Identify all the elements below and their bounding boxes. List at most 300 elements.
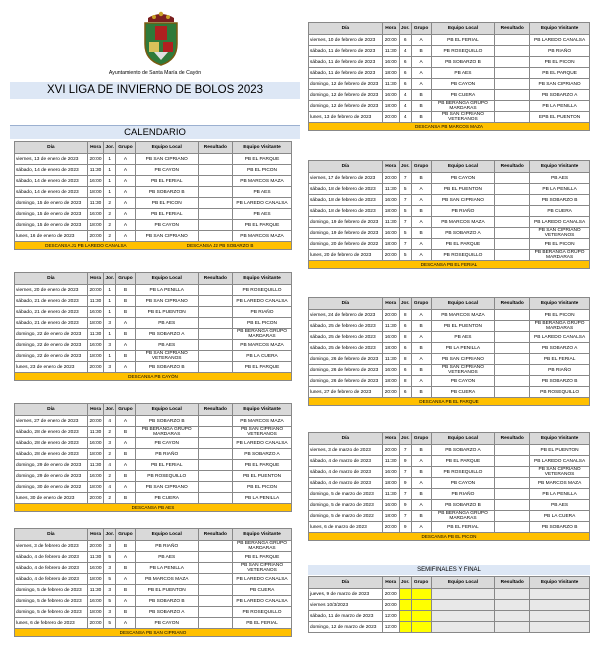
home-team-cell: PB EL PARQUE: [431, 456, 495, 467]
away-team-cell: PB LAREDO CANALSA: [233, 198, 292, 209]
round-cell: [399, 600, 411, 611]
result-cell: [198, 607, 232, 618]
time-cell: 20:00: [87, 362, 104, 373]
away-team-cell: PB ROSEQUILLO: [530, 387, 590, 398]
day-cell: domingo, 26 de febrero de 2023: [309, 376, 383, 387]
group-cell: A: [116, 165, 136, 176]
away-team-cell: PB LA PENILLA: [530, 489, 590, 500]
match-row: [15, 416, 292, 427]
rest-row: [309, 533, 590, 541]
day-cell: domingo, 22 de enero de 2023: [15, 351, 88, 362]
match-row: [15, 541, 292, 552]
away-team-cell: PB EL PARQUE: [233, 220, 292, 231]
home-team-cell: [431, 622, 495, 633]
time-cell: 11:30: [87, 329, 104, 340]
semis-block: [308, 576, 590, 633]
match-row: [15, 596, 292, 607]
day-cell: domingo, 15 de enero de 2023: [15, 220, 88, 231]
result-cell: [495, 456, 530, 467]
jornada-block: [14, 403, 292, 512]
rest-label: DESCANSA PB MARCOS MAZA: [415, 124, 483, 129]
round-cell: 1: [104, 296, 116, 307]
round-cell: 4: [399, 101, 411, 112]
day-cell: sábado, 21 de enero de 2023: [15, 307, 88, 318]
match-row: [15, 438, 292, 449]
time-cell: 16:00: [382, 365, 399, 376]
rest-label: DESCANSA PB EL PICON: [421, 534, 477, 539]
away-team-cell: PB EL PARQUE: [233, 154, 292, 165]
header-row: [309, 23, 590, 35]
result-cell: [198, 416, 232, 427]
away-team-cell: PB BERANGA GRUPO MARDARAS: [530, 250, 590, 261]
day-cell: lunes, 16 de enero de 2023: [15, 231, 88, 242]
away-team-cell: PB SOBARZO B: [530, 522, 590, 533]
column-header: Día: [15, 404, 88, 416]
away-team-cell: PB EL PARQUE: [233, 460, 292, 471]
home-team-cell: PB SOBARZO B: [135, 362, 198, 373]
away-team-cell: PB LAREDO CANALSA: [233, 596, 292, 607]
home-team-cell: PB SOBARZO B: [431, 500, 495, 511]
round-cell: 6: [399, 343, 411, 354]
match-row: [15, 427, 292, 438]
header-row: [309, 433, 590, 445]
group-cell: A: [411, 79, 431, 90]
day-cell: domingo, 5 de marzo de 2023: [309, 500, 383, 511]
home-team-cell: PB LA PENILLA: [135, 563, 198, 574]
away-team-cell: PB MARCOS MAZA: [233, 340, 292, 351]
home-team-cell: PB SAN CIPRIANO VETERANOS: [431, 112, 495, 123]
day-cell: sábado, 28 de enero de 2023: [15, 449, 88, 460]
time-cell: 16:00: [87, 438, 104, 449]
column-header: Grupo: [411, 23, 431, 35]
home-team-cell: PB EL FERIAL: [135, 460, 198, 471]
result-cell: [198, 318, 232, 329]
column-header: Hora: [382, 433, 399, 445]
day-cell: domingo, 22 de enero de 2023: [15, 340, 88, 351]
time-cell: 16:00: [87, 563, 104, 574]
result-cell: [495, 511, 530, 522]
away-team-cell: PB LAREDO CANALSA: [233, 574, 292, 585]
match-row: [15, 340, 292, 351]
time-cell: 11:30: [87, 165, 104, 176]
round-cell: 1: [104, 154, 116, 165]
result-cell: [198, 552, 232, 563]
day-cell: jueves, 9 de marzo de 2023: [309, 589, 383, 600]
home-team-cell: PB RIAÑO: [431, 206, 495, 217]
match-row: [15, 563, 292, 574]
day-cell: sábado, 4 de marzo de 2023: [309, 478, 383, 489]
result-cell: [495, 310, 530, 321]
day-cell: sábado, 25 de febrero de 2023: [309, 343, 383, 354]
home-team-cell: PB SOBARZO B: [135, 596, 198, 607]
group-cell: A: [411, 57, 431, 68]
away-team-cell: PB SOBARZO B: [530, 195, 590, 206]
match-row: [309, 589, 590, 600]
result-cell: [198, 563, 232, 574]
match-row: [15, 154, 292, 165]
column-header: Resultado: [198, 273, 232, 285]
day-cell: sábado, 18 de febrero de 2023: [309, 195, 383, 206]
column-header: Hora: [87, 273, 104, 285]
day-cell: domingo, 5 de marzo de 2022: [309, 511, 383, 522]
time-cell: 11:30: [382, 217, 399, 228]
group-cell: B: [411, 46, 431, 57]
home-team-cell: PB CUERA: [431, 90, 495, 101]
result-cell: [495, 376, 530, 387]
column-header: Equipo Local: [135, 404, 198, 416]
away-team-cell: PB SAN CIPRIANO VETERANOS: [233, 563, 292, 574]
column-header: Día: [309, 161, 383, 173]
match-row: [309, 46, 590, 57]
home-team-cell: PB AES: [431, 332, 495, 343]
result-cell: [198, 493, 232, 504]
round-cell: 2: [104, 209, 116, 220]
round-cell: 8: [399, 332, 411, 343]
time-cell: 11:30: [382, 79, 399, 90]
column-header: Equipo Visitante: [233, 529, 292, 541]
column-header: Hora: [382, 161, 399, 173]
round-cell: 6: [399, 35, 411, 46]
match-row: [15, 574, 292, 585]
rest-label: DESCANSA PB EL PARQUE: [419, 399, 479, 404]
result-cell: [198, 471, 232, 482]
match-row: [309, 611, 590, 622]
away-team-cell: PB SAN CIPRIANO VETERANOS: [233, 427, 292, 438]
rest-cell: [309, 123, 590, 131]
column-header: Equipo Local: [431, 577, 495, 589]
match-row: [15, 209, 292, 220]
group-cell: [411, 589, 431, 600]
day-cell: domingo, 15 de enero de 2023: [15, 209, 88, 220]
day-cell: domingo, 5 de febrero de 2023: [15, 607, 88, 618]
rest-cell: [309, 261, 590, 269]
day-cell: sábado, 21 de enero de 2023: [15, 318, 88, 329]
away-team-cell: PB EL PICON: [530, 57, 590, 68]
group-cell: A: [411, 195, 431, 206]
group-cell: A: [411, 68, 431, 79]
day-cell: viernes 10/3/2023: [309, 600, 383, 611]
column-header: Jor.: [104, 404, 116, 416]
header-row: [15, 273, 292, 285]
round-cell: 1: [104, 165, 116, 176]
home-team-cell: PB SOBARZO A: [431, 445, 495, 456]
away-team-cell: PB LA PENILLA: [233, 493, 292, 504]
result-cell: [495, 228, 530, 239]
group-cell: B: [411, 101, 431, 112]
round-cell: 6: [399, 79, 411, 90]
time-cell: 16:00: [87, 209, 104, 220]
round-cell: 1: [104, 176, 116, 187]
column-header: Grupo: [116, 529, 136, 541]
group-cell: A: [116, 318, 136, 329]
result-cell: [198, 362, 232, 373]
result-cell: [495, 68, 530, 79]
away-team-cell: PB AES: [233, 209, 292, 220]
result-cell: [198, 187, 232, 198]
match-row: [309, 195, 590, 206]
group-cell: A: [116, 362, 136, 373]
round-cell: 4: [399, 46, 411, 57]
away-team-cell: PB EL PICON: [233, 165, 292, 176]
group-cell: A: [411, 310, 431, 321]
result-cell: [495, 79, 530, 90]
away-team-cell: [530, 589, 590, 600]
match-row: [15, 482, 292, 493]
group-cell: B: [411, 206, 431, 217]
time-cell: 16:00: [87, 307, 104, 318]
away-team-cell: PB EL PARQUE: [233, 552, 292, 563]
group-cell: B: [411, 112, 431, 123]
column-header: Equipo Visitante: [530, 23, 590, 35]
group-cell: B: [116, 351, 136, 362]
group-cell: B: [411, 467, 431, 478]
round-cell: 2: [104, 449, 116, 460]
home-team-cell: [431, 611, 495, 622]
away-team-cell: PB BERANGA GRUPO MARDARAS: [530, 321, 590, 332]
day-cell: domingo, 12 de febrero de 2023: [309, 101, 383, 112]
time-cell: 18:00: [87, 351, 104, 362]
away-team-cell: PB EL PICON: [233, 318, 292, 329]
home-team-cell: PB SAN CIPRIANO: [431, 354, 495, 365]
result-cell: [198, 340, 232, 351]
home-team-cell: PB BERANGA GRUPO MARDARAS: [431, 511, 495, 522]
match-row: [309, 184, 590, 195]
time-cell: 16:00: [382, 195, 399, 206]
result-cell: [198, 296, 232, 307]
round-cell: 7: [399, 445, 411, 456]
away-team-cell: PB LAREDO CANALSA: [530, 332, 590, 343]
home-team-cell: PB LA PENILLA: [431, 343, 495, 354]
result-cell: [198, 596, 232, 607]
round-cell: 7: [399, 239, 411, 250]
away-team-cell: PB SOBARZO B: [530, 376, 590, 387]
away-team-cell: PB SOBARZO A: [233, 449, 292, 460]
away-team-cell: PB CUERA: [233, 585, 292, 596]
home-team-cell: PB EL PICON: [135, 198, 198, 209]
day-cell: viernes, 27 de enero de 2023: [15, 416, 88, 427]
column-header: Equipo Visitante: [530, 298, 590, 310]
home-team-cell: PB MARCOS MAZA: [431, 217, 495, 228]
round-cell: 6: [399, 365, 411, 376]
match-row: [15, 449, 292, 460]
match-row: [309, 522, 590, 533]
result-cell: [495, 445, 530, 456]
round-cell: 5: [399, 206, 411, 217]
round-cell: 7: [399, 467, 411, 478]
away-team-cell: PB MARCOS MAZA: [233, 231, 292, 242]
day-cell: sábado, 14 de enero de 2023: [15, 165, 88, 176]
home-team-cell: PB SAN CIPRIANO: [135, 154, 198, 165]
time-cell: 20:00: [382, 589, 399, 600]
town-hall-label: Ayuntamiento de Santa María de Cayón: [108, 70, 202, 76]
header-row: [15, 404, 292, 416]
group-cell: B: [116, 296, 136, 307]
away-team-cell: PB SOBARZO A: [530, 343, 590, 354]
time-cell: 20:00: [87, 493, 104, 504]
group-cell: A: [116, 231, 136, 242]
result-cell: [198, 176, 232, 187]
time-cell: 20:00: [382, 173, 399, 184]
column-header: Día: [309, 23, 383, 35]
group-cell: B: [411, 387, 431, 398]
away-team-cell: PB LA PENILLA: [530, 184, 590, 195]
result-cell: [495, 622, 530, 633]
home-team-cell: PB CAYON: [135, 618, 198, 629]
round-cell: 3: [104, 541, 116, 552]
day-cell: viernes, 3 de marzo de 2023: [309, 445, 383, 456]
match-row: [15, 329, 292, 340]
column-header: Resultado: [198, 142, 232, 154]
day-cell: viernes, 17 de febrero de 2023: [309, 173, 383, 184]
group-cell: A: [411, 478, 431, 489]
column-header: Resultado: [495, 161, 530, 173]
group-cell: B: [116, 541, 136, 552]
day-cell: domingo, 20 de febrero de 2022: [309, 239, 383, 250]
result-cell: [198, 449, 232, 460]
match-row: [309, 600, 590, 611]
match-row: [15, 471, 292, 482]
day-cell: sábado, 11 de febrero de 2023: [309, 57, 383, 68]
result-cell: [495, 217, 530, 228]
home-team-cell: PB SOBARZO A: [135, 607, 198, 618]
match-row: [309, 478, 590, 489]
round-cell: 7: [399, 217, 411, 228]
round-cell: 6: [399, 321, 411, 332]
match-row: [15, 231, 292, 242]
group-cell: B: [411, 343, 431, 354]
group-cell: A: [411, 522, 431, 533]
time-cell: 18:00: [87, 482, 104, 493]
rest-cell: [15, 242, 292, 250]
header-row: [15, 529, 292, 541]
header-row: [309, 577, 590, 589]
round-cell: 8: [399, 354, 411, 365]
day-cell: domingo, 5 de febrero de 2023: [15, 585, 88, 596]
day-cell: sábado, 4 de marzo de 2023: [309, 456, 383, 467]
result-cell: [495, 489, 530, 500]
time-cell: 11:30: [382, 354, 399, 365]
time-cell: 20:00: [87, 285, 104, 296]
away-team-cell: PB LAREDO CANALSA: [530, 456, 590, 467]
away-team-cell: PB MARCOS MAZA: [530, 478, 590, 489]
group-cell: A: [116, 154, 136, 165]
group-cell: A: [411, 500, 431, 511]
home-team-cell: PB EL PUENTON: [135, 585, 198, 596]
match-row: [309, 35, 590, 46]
result-cell: [495, 354, 530, 365]
away-team-cell: PB LAREDO CANALSA: [530, 35, 590, 46]
time-cell: 20:00: [87, 154, 104, 165]
column-header: Grupo: [116, 404, 136, 416]
home-team-cell: PB CAYON: [431, 376, 495, 387]
rest-cell: [309, 533, 590, 541]
result-cell: [495, 478, 530, 489]
time-cell: 12:00: [382, 611, 399, 622]
column-header: Día: [309, 577, 383, 589]
match-row: [309, 239, 590, 250]
group-cell: B: [116, 427, 136, 438]
round-cell: [399, 622, 411, 633]
time-cell: 16:00: [382, 467, 399, 478]
column-header: Grupo: [411, 433, 431, 445]
home-team-cell: PB MARCOS MAZA: [431, 310, 495, 321]
round-cell: 3: [104, 607, 116, 618]
round-cell: 1: [104, 285, 116, 296]
rest-row: [309, 261, 590, 269]
away-team-cell: PB LAREDO CANALSA: [233, 438, 292, 449]
day-cell: lunes, 6 de marzo de 2023: [309, 522, 383, 533]
result-cell: [198, 482, 232, 493]
day-cell: sábado, 18 de febrero de 2023: [309, 184, 383, 195]
match-row: [309, 445, 590, 456]
round-cell: 2: [104, 220, 116, 231]
column-header: Día: [15, 529, 88, 541]
day-cell: domingo, 22 de enero de 2023: [15, 329, 88, 340]
home-team-cell: PB AES: [431, 68, 495, 79]
time-cell: 11:30: [87, 296, 104, 307]
day-cell: viernes, 24 de febrero de 2023: [309, 310, 383, 321]
match-row: [15, 176, 292, 187]
result-cell: [198, 220, 232, 231]
home-team-cell: PB CAYON: [135, 165, 198, 176]
result-cell: [198, 460, 232, 471]
column-header: Día: [309, 433, 383, 445]
column-header: Equipo Local: [135, 273, 198, 285]
group-cell: A: [116, 187, 136, 198]
home-team-cell: PB EL FERIAL: [135, 176, 198, 187]
round-cell: 1: [104, 351, 116, 362]
column-header: Día: [15, 142, 88, 154]
rest-row: [15, 504, 292, 512]
column-header: Equipo Local: [135, 142, 198, 154]
group-cell: B: [116, 607, 136, 618]
round-cell: 9: [399, 478, 411, 489]
day-cell: domingo, 30 de enero de 2022: [15, 482, 88, 493]
jornada-block: [14, 272, 292, 381]
day-cell: domingo, 26 de febrero de 2023: [309, 365, 383, 376]
away-team-cell: PB EL PUENTON: [530, 445, 590, 456]
away-team-cell: PB RIAÑO: [530, 46, 590, 57]
column-header: Equipo Visitante: [233, 404, 292, 416]
away-team-cell: PB LA CUERA: [530, 511, 590, 522]
result-cell: [198, 351, 232, 362]
time-cell: 20:00: [382, 250, 399, 261]
home-team-cell: PB ROSEQUILLO: [431, 467, 495, 478]
header-row: [15, 142, 292, 154]
home-team-cell: PB BERANGA GRUPO MARDARAS: [431, 101, 495, 112]
column-header: Equipo Local: [431, 161, 495, 173]
day-cell: domingo, 12 de febrero de 2023: [309, 79, 383, 90]
group-cell: A: [411, 332, 431, 343]
day-cell: domingo, 26 de febrero de 2023: [309, 354, 383, 365]
round-cell: 5: [104, 596, 116, 607]
match-row: [309, 622, 590, 633]
home-team-cell: PB LA PENILLA: [135, 285, 198, 296]
column-header: Jor.: [104, 273, 116, 285]
round-cell: 8: [399, 310, 411, 321]
day-cell: viernes, 20 de enero de 2023: [15, 285, 88, 296]
home-team-cell: PB EL PUENTON: [431, 321, 495, 332]
time-cell: 20:00: [382, 35, 399, 46]
home-team-cell: PB EL PUENTON: [431, 184, 495, 195]
column-header: Hora: [87, 142, 104, 154]
round-cell: 7: [399, 489, 411, 500]
group-cell: A: [116, 340, 136, 351]
round-cell: 1: [104, 329, 116, 340]
time-cell: 11:30: [87, 585, 104, 596]
result-cell: [495, 500, 530, 511]
home-team-cell: PB ROSEQUILLO: [431, 46, 495, 57]
